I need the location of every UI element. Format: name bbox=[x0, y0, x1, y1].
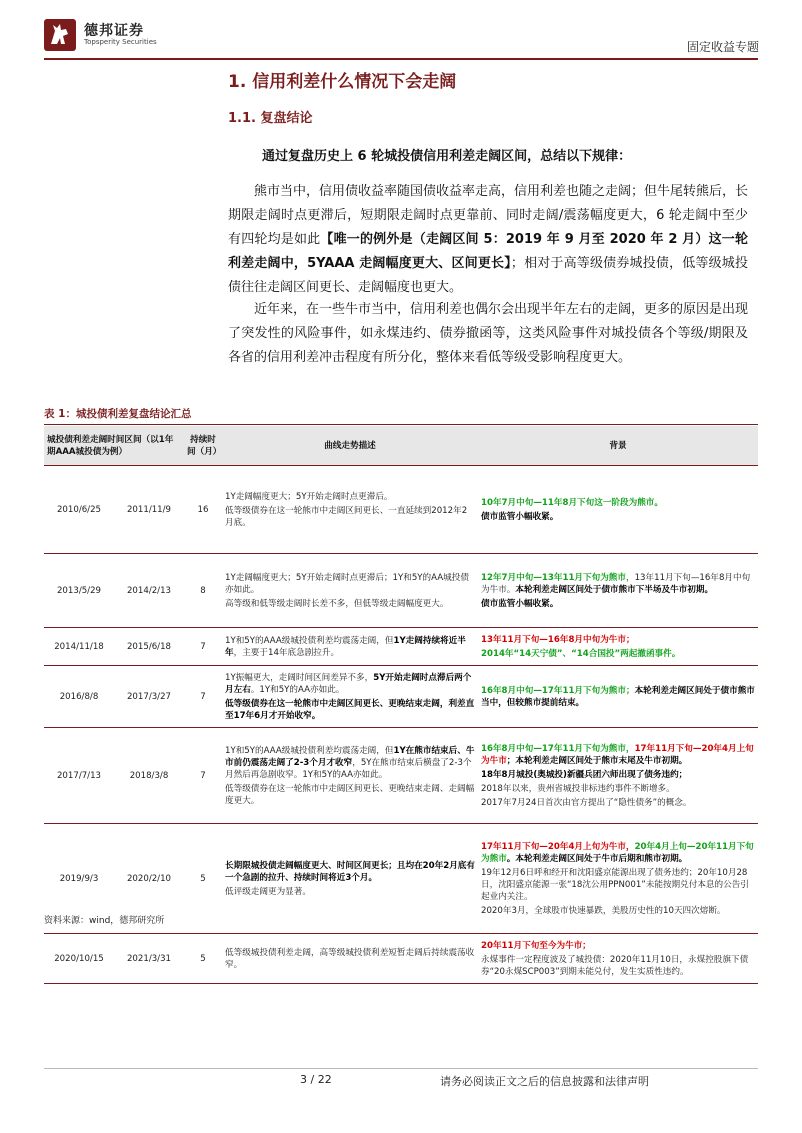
company-logo bbox=[44, 19, 76, 51]
duration-months: 7 bbox=[184, 666, 222, 728]
paragraph-1-exception: 【唯一的例外是（走阔区间 5：2019 年 9 月至 2020 年 2 月）这一轮利差走阔中，5YAAA 走阔幅度更大、区间更长】 bbox=[228, 232, 748, 271]
bg-line: 2018年以来，贵州省城投非标违约事件不断增多。 bbox=[481, 783, 675, 794]
curve-line: 1Y走阔幅度更大；5Y开始走阔时点更滞后；1Y和5Y的AA城投债亦如此。 bbox=[225, 572, 469, 595]
end-date: 2018/3/8 bbox=[114, 728, 184, 824]
curve-line: 1Y振幅更大，走阔时间区间差异不多，5Y开始走阔时点滞后两个月左右。1Y和5Y的AA亦如此。 bbox=[225, 672, 472, 695]
bg-line: 永煤事件一定程度波及了城投债：2020年11月10日，永煤控股旗下债券“20永煤SCP003”到期未能兑付，发生实质性违约。 bbox=[481, 954, 749, 977]
bg-line: 2020年3月，全球股市快速暴跌，美股历史性的10天四次熔断。 bbox=[481, 905, 726, 916]
paragraph-1-a: 熊市当中，信用债收益率随国债收益率走高，信用利差也随之走阔；但牛尾转熊后，长期限走阔时点更滞后，短期限走阔时点更靠前、同时走阔/震荡幅度更大，6 轮走阔中至少有四轮均是如此 bbox=[228, 184, 749, 247]
curve-line: 高等级和低等级走阔时长差不多，但低等级走阔幅度更大。 bbox=[225, 598, 449, 609]
page-number: 3 / 22 bbox=[300, 1073, 332, 1086]
background-cell bbox=[478, 728, 758, 824]
end-date: 2014/2/13 bbox=[114, 554, 184, 628]
end-date: 2015/6/18 bbox=[114, 628, 184, 666]
legal-disclaimer: 请务必阅读正文之后的信息披露和法律声明 bbox=[440, 1075, 649, 1088]
curve-line: 低等级城投债利差走阔，高等级城投债利差短暂走阔后持续震荡收窄。 bbox=[225, 947, 475, 970]
table-source: 资料来源：wind，德邦研究所 bbox=[44, 916, 165, 926]
start-date: 2013/5/29 bbox=[44, 554, 114, 628]
bg-line: 20年11月下旬至今为牛市； bbox=[481, 940, 591, 951]
curve-description bbox=[222, 554, 478, 628]
table-top-rule bbox=[44, 424, 758, 425]
start-date: 2020/10/15 bbox=[44, 934, 114, 984]
header-duration: 持续时间（月） bbox=[184, 426, 222, 466]
bg-line: 2017年7月24日首次由官方提出了“隐性债务”的概念。 bbox=[481, 797, 692, 808]
paragraph-1-c: ；相对于高等级债券城投债，低等级城投债往往走阔区间更长、走阔幅度也更大。 bbox=[228, 256, 748, 295]
paragraph-2: 近年来，在一些牛市当中，信用利差也偶尔会出现半年左右的走阔，更多的原因是出现了突发性的风险事件，如永煤违约、债券撤函等，这类风险事件对城投债各个等级/期限及各省的信用利差冲击程度有所分化，整体来看低等级受影响程度更大。 bbox=[228, 302, 749, 365]
table-row bbox=[44, 554, 758, 628]
curve-description bbox=[222, 824, 478, 934]
bg-line: 18年8月城投(奥城投)新疆兵团六师出现了债务违约； bbox=[481, 769, 688, 780]
end-date: 2017/3/27 bbox=[114, 666, 184, 728]
table-row bbox=[44, 934, 758, 984]
start-date: 2016/8/8 bbox=[44, 666, 114, 728]
duration-months: 7 bbox=[184, 728, 222, 824]
report-type: 固定收益专题 bbox=[686, 40, 759, 54]
curve-description bbox=[222, 666, 478, 728]
bg-line: 12年7月中旬—13年11月下旬为熊市，13年11月下旬—16年8月中旬为牛市。本轮利差走阔区间处于债市熊市下半场及牛市初期。 bbox=[481, 572, 751, 595]
bg-line: 2014年“14天宁债”、“14合国投”两起撤函事件。 bbox=[481, 648, 681, 659]
background-cell bbox=[478, 628, 758, 666]
bg-line: 13年11月下旬—16年8月中旬为牛市； bbox=[481, 634, 635, 645]
curve-description bbox=[222, 934, 478, 984]
header-range: 城投债利差走阔时间区间（以1年期AAA城投债为例） bbox=[44, 426, 184, 466]
bg-line: 10年7月中旬—11年8月下旬这一阶段为熊市。 bbox=[481, 497, 663, 508]
table-row bbox=[44, 728, 758, 824]
curve-description bbox=[222, 628, 478, 666]
header-background: 背景 bbox=[478, 426, 758, 466]
curve-line: 1Y走阔幅度更大；5Y开始走阔时点更滞后。 bbox=[225, 491, 393, 502]
paragraph-1 bbox=[228, 180, 748, 300]
deer-logo-icon bbox=[44, 19, 76, 51]
brand-name-en: Topsperity Securities bbox=[84, 38, 157, 46]
curve-line: 1Y和5Y的AAA级城投债利差均震荡走阔，但1Y走阔持续将近半年，主要于14年底急剧拉升。 bbox=[225, 635, 466, 658]
table-title: 表 1：城投债利差复盘结论汇总 bbox=[44, 408, 192, 420]
table-row bbox=[44, 628, 758, 666]
duration-months: 16 bbox=[184, 466, 222, 554]
bg-line: 债市监管小幅收紧。 bbox=[481, 598, 559, 609]
duration-months: 7 bbox=[184, 628, 222, 666]
curve-description bbox=[222, 466, 478, 554]
header-divider bbox=[44, 58, 758, 60]
start-date: 2014/11/18 bbox=[44, 628, 114, 666]
background-cell bbox=[478, 554, 758, 628]
table-row bbox=[44, 466, 758, 554]
curve-line: 低等级债券在这一轮熊市中走阔区间更长、更晚结束走阔，利差直至17年6月才开始收窄。 bbox=[225, 698, 475, 721]
background-cell bbox=[478, 466, 758, 554]
bg-line: 16年8月中旬—17年11月下旬为熊市；本轮利差走阔区间处于债市熊市当中，但较熊市提前结束。 bbox=[481, 685, 755, 708]
footer-divider bbox=[44, 1068, 758, 1069]
background-cell bbox=[478, 824, 758, 934]
background-cell bbox=[478, 666, 758, 728]
background-cell bbox=[478, 934, 758, 984]
table-header-row bbox=[44, 426, 758, 466]
duration-months: 8 bbox=[184, 554, 222, 628]
end-date: 2020/2/10 bbox=[114, 824, 184, 934]
brand-name-cn: 德邦证券 bbox=[84, 23, 144, 39]
curve-line: 低等级债券在这一轮熊市中走阔区间更长、一直延续到2012年2月底。 bbox=[225, 505, 468, 528]
bg-line: 17年11月下旬—20年4月上旬为牛市，20年4月上旬—20年11月下旬为熊市。本轮利差走阔区间处于牛市后期和熊市初期。 bbox=[481, 841, 754, 864]
start-date: 2017/7/13 bbox=[44, 728, 114, 824]
section-heading: 1. 信用利差什么情况下会走阔 bbox=[228, 72, 457, 92]
start-date: 2019/9/3 bbox=[44, 824, 114, 934]
bg-line: 16年8月中旬—17年11月下旬为熊市，17年11月下旬—20年4月上旬为牛市；本轮利差走阔区间处于熊市末尾及牛市初期。 bbox=[481, 743, 754, 766]
duration-months: 5 bbox=[184, 824, 222, 934]
bg-line: 19年12月6日呼和经开和沈阳盛京能源出现了债务违约；20年10月28日，沈阳盛京能源一张“18沈公用PPN001”未能按期兑付本息的公告引起业内关注。 bbox=[481, 867, 749, 902]
end-date: 2011/11/9 bbox=[114, 466, 184, 554]
table-row bbox=[44, 666, 758, 728]
subsection-heading: 1.1. 复盘结论 bbox=[228, 111, 313, 126]
duration-months: 5 bbox=[184, 934, 222, 984]
end-date: 2021/3/31 bbox=[114, 934, 184, 984]
summary-table bbox=[44, 426, 758, 984]
header-curve: 曲线走势描述 bbox=[222, 426, 478, 466]
curve-line: 低等级债券在这一轮熊市中走阔区间更长、更晚结束走阔、走阔幅度更大。 bbox=[225, 783, 475, 806]
curve-description bbox=[222, 728, 478, 824]
bg-line: 债市监管小幅收紧。 bbox=[481, 511, 559, 522]
lead-sentence: 通过复盘历史上 6 轮城投债信用利差走阔区间，总结以下规律： bbox=[262, 149, 632, 164]
start-date: 2010/6/25 bbox=[44, 466, 114, 554]
curve-line: 低评级走阔更为显著。 bbox=[225, 886, 311, 897]
curve-line: 长期限城投债走阔幅度更大、时间区间更长；且均在20年2月底有一个急剧的拉升、持续时间将近3个月。 bbox=[225, 860, 475, 883]
curve-line: 1Y和5Y的AAA级城投债利差均震荡走阔，但1Y在熊市结束后、牛市前仍震荡走阔了2-3个月才收窄，5Y在熊市结束后横盘了2-3个月然后再急剧收窄。1Y和5Y的AA亦如此。 bbox=[225, 745, 475, 780]
